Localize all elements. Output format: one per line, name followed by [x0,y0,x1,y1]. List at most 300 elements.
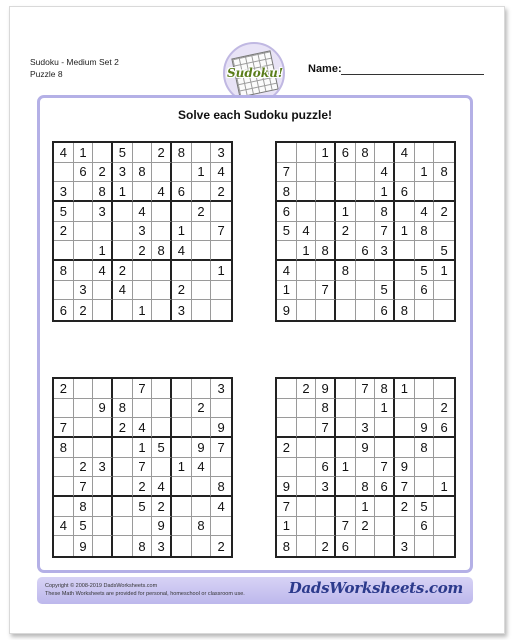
sudoku-cell[interactable]: 1 [395,222,415,242]
sudoku-cell[interactable]: 1 [172,458,192,478]
sudoku-cell[interactable] [113,477,133,497]
sudoku-cell[interactable] [336,438,356,458]
sudoku-cell[interactable] [356,163,376,183]
sudoku-cell[interactable]: 7 [133,458,153,478]
sudoku-cell[interactable]: 8 [336,261,356,281]
sudoku-cell[interactable] [336,477,356,497]
sudoku-cell[interactable]: 3 [211,379,231,399]
sudoku-cell[interactable]: 9 [356,438,376,458]
sudoku-cell[interactable] [277,458,297,478]
sudoku-cell[interactable]: 1 [375,182,395,202]
sudoku-cell[interactable]: 6 [415,517,435,537]
sudoku-cell[interactable] [192,418,212,438]
sudoku-cell[interactable]: 2 [113,261,133,281]
sudoku-cell[interactable] [113,300,133,320]
sudoku-cell[interactable] [434,458,454,478]
sudoku-cell[interactable] [74,202,94,222]
sudoku-cell[interactable]: 7 [375,222,395,242]
sudoku-cell[interactable] [375,261,395,281]
sudoku-cell[interactable] [192,261,212,281]
sudoku-cell[interactable] [375,497,395,517]
sudoku-cell[interactable]: 8 [356,477,376,497]
sudoku-cell[interactable] [316,438,336,458]
sudoku-cell[interactable] [54,241,74,261]
sudoku-cell[interactable]: 3 [375,241,395,261]
sudoku-cell[interactable]: 4 [152,182,172,202]
sudoku-cell[interactable] [93,517,113,537]
sudoku-cell[interactable] [336,241,356,261]
sudoku-cell[interactable] [54,477,74,497]
sudoku-cell[interactable]: 8 [113,399,133,419]
sudoku-cell[interactable] [434,222,454,242]
sudoku-cell[interactable]: 9 [277,300,297,320]
sudoku-cell[interactable]: 1 [74,143,94,163]
sudoku-cell[interactable]: 2 [297,379,317,399]
sudoku-cell[interactable] [415,477,435,497]
sudoku-cell[interactable] [113,536,133,556]
sudoku-cell[interactable] [54,399,74,419]
sudoku-cell[interactable]: 8 [93,182,113,202]
sudoku-cell[interactable]: 1 [133,300,153,320]
sudoku-cell[interactable]: 3 [133,222,153,242]
sudoku-cell[interactable]: 3 [113,163,133,183]
sudoku-cell[interactable]: 2 [434,202,454,222]
sudoku-cell[interactable] [336,379,356,399]
sudoku-cell[interactable]: 2 [395,497,415,517]
sudoku-cell[interactable]: 2 [113,418,133,438]
sudoku-cell[interactable] [172,379,192,399]
sudoku-cell[interactable] [54,281,74,301]
sudoku-cell[interactable] [192,536,212,556]
sudoku-cell[interactable] [192,497,212,517]
sudoku-cell[interactable] [93,418,113,438]
sudoku-cell[interactable]: 2 [172,281,192,301]
sudoku-cell[interactable] [415,143,435,163]
sudoku-cell[interactable] [172,536,192,556]
sudoku-cell[interactable]: 5 [113,143,133,163]
sudoku-cell[interactable]: 1 [336,202,356,222]
sudoku-cell[interactable]: 1 [211,261,231,281]
sudoku-cell[interactable] [133,182,153,202]
sudoku-cell[interactable] [93,438,113,458]
sudoku-cell[interactable] [152,281,172,301]
sudoku-cell[interactable]: 1 [113,182,133,202]
sudoku-cell[interactable]: 2 [277,438,297,458]
sudoku-cell[interactable]: 7 [211,222,231,242]
sudoku-cell[interactable]: 4 [211,163,231,183]
sudoku-cell[interactable] [152,458,172,478]
sudoku-cell[interactable]: 5 [54,202,74,222]
sudoku-cell[interactable]: 6 [316,458,336,478]
sudoku-cell[interactable] [113,517,133,537]
sudoku-cell[interactable] [192,143,212,163]
sudoku-cell[interactable] [192,379,212,399]
sudoku-cell[interactable] [152,418,172,438]
sudoku-cell[interactable] [336,182,356,202]
sudoku-cell[interactable] [316,261,336,281]
sudoku-cell[interactable] [113,202,133,222]
sudoku-cell[interactable]: 9 [152,517,172,537]
sudoku-cell[interactable]: 2 [133,477,153,497]
sudoku-cell[interactable] [336,163,356,183]
sudoku-cell[interactable] [113,497,133,517]
sudoku-cell[interactable]: 3 [211,143,231,163]
sudoku-cell[interactable] [297,497,317,517]
sudoku-cell[interactable] [74,399,94,419]
sudoku-cell[interactable]: 8 [133,163,153,183]
sudoku-cell[interactable] [395,241,415,261]
sudoku-cell[interactable] [356,300,376,320]
sudoku-cell[interactable] [297,163,317,183]
sudoku-cell[interactable] [434,517,454,537]
sudoku-cell[interactable]: 2 [356,517,376,537]
sudoku-cell[interactable] [356,458,376,478]
sudoku-cell[interactable]: 2 [192,399,212,419]
sudoku-cell[interactable] [152,202,172,222]
sudoku-cell[interactable]: 1 [316,143,336,163]
sudoku-cell[interactable] [152,379,172,399]
sudoku-cell[interactable] [434,300,454,320]
sudoku-cell[interactable] [133,517,153,537]
sudoku-cell[interactable]: 3 [74,281,94,301]
sudoku-cell[interactable]: 1 [434,477,454,497]
sudoku-cell[interactable]: 1 [395,379,415,399]
sudoku-cell[interactable] [192,300,212,320]
sudoku-cell[interactable] [192,182,212,202]
sudoku-cell[interactable] [297,438,317,458]
sudoku-cell[interactable]: 2 [152,497,172,517]
sudoku-cell[interactable] [395,438,415,458]
sudoku-cell[interactable]: 4 [192,458,212,478]
sudoku-cell[interactable] [356,261,376,281]
sudoku-cell[interactable]: 8 [54,438,74,458]
sudoku-cell[interactable]: 7 [316,281,336,301]
sudoku-cell[interactable]: 5 [74,517,94,537]
sudoku-cell[interactable] [54,163,74,183]
sudoku-cell[interactable] [277,241,297,261]
sudoku-cell[interactable]: 3 [395,536,415,556]
sudoku-cell[interactable] [415,399,435,419]
sudoku-cell[interactable]: 5 [152,438,172,458]
sudoku-cell[interactable]: 1 [172,222,192,242]
sudoku-cell[interactable] [415,458,435,478]
sudoku-cell[interactable] [434,143,454,163]
sudoku-cell[interactable]: 6 [356,241,376,261]
sudoku-cell[interactable]: 6 [74,163,94,183]
sudoku-cell[interactable] [192,477,212,497]
sudoku-cell[interactable] [133,143,153,163]
sudoku-cell[interactable]: 2 [133,241,153,261]
sudoku-cell[interactable] [395,399,415,419]
sudoku-cell[interactable] [172,163,192,183]
sudoku-cell[interactable]: 2 [74,458,94,478]
sudoku-cell[interactable]: 4 [113,281,133,301]
sudoku-cell[interactable]: 4 [297,222,317,242]
sudoku-cell[interactable]: 7 [74,477,94,497]
sudoku-cell[interactable] [375,418,395,438]
sudoku-cell[interactable] [395,281,415,301]
sudoku-cell[interactable] [93,477,113,497]
sudoku-cell[interactable] [211,241,231,261]
sudoku-cell[interactable]: 4 [133,418,153,438]
sudoku-cell[interactable]: 2 [152,143,172,163]
sudoku-cell[interactable]: 8 [415,222,435,242]
sudoku-cell[interactable] [336,497,356,517]
sudoku-cell[interactable]: 8 [192,517,212,537]
sudoku-cell[interactable]: 6 [395,182,415,202]
sudoku-cell[interactable]: 4 [152,477,172,497]
sudoku-cell[interactable] [74,261,94,281]
sudoku-cell[interactable] [93,222,113,242]
sudoku-cell[interactable] [297,182,317,202]
sudoku-cell[interactable] [152,163,172,183]
sudoku-cell[interactable]: 3 [316,477,336,497]
sudoku-cell[interactable]: 8 [152,241,172,261]
sudoku-cell[interactable] [395,163,415,183]
sudoku-cell[interactable] [133,281,153,301]
sudoku-cell[interactable] [356,202,376,222]
sudoku-cell[interactable]: 3 [356,418,376,438]
sudoku-cell[interactable]: 6 [336,536,356,556]
sudoku-cell[interactable]: 9 [415,418,435,438]
sudoku-cell[interactable]: 8 [74,497,94,517]
sudoku-cell[interactable]: 9 [277,477,297,497]
sudoku-cell[interactable] [277,379,297,399]
sudoku-cell[interactable]: 2 [211,182,231,202]
sudoku-cell[interactable]: 8 [316,241,336,261]
sudoku-cell[interactable] [434,438,454,458]
sudoku-cell[interactable] [172,202,192,222]
sudoku-cell[interactable]: 6 [375,300,395,320]
sudoku-cell[interactable]: 7 [336,517,356,537]
sudoku-cell[interactable] [297,418,317,438]
sudoku-cell[interactable]: 8 [316,399,336,419]
sudoku-cell[interactable] [297,477,317,497]
sudoku-cell[interactable]: 5 [434,241,454,261]
sudoku-cell[interactable]: 8 [434,163,454,183]
sudoku-cell[interactable]: 6 [434,418,454,438]
sudoku-cell[interactable]: 6 [172,182,192,202]
sudoku-cell[interactable] [336,300,356,320]
sudoku-cell[interactable] [316,497,336,517]
sudoku-cell[interactable] [93,536,113,556]
sudoku-cell[interactable] [395,418,415,438]
sudoku-cell[interactable] [74,241,94,261]
sudoku-cell[interactable]: 4 [211,497,231,517]
sudoku-cell[interactable] [297,300,317,320]
sudoku-cell[interactable]: 9 [211,418,231,438]
sudoku-cell[interactable]: 7 [316,418,336,438]
sudoku-cell[interactable]: 8 [133,536,153,556]
sudoku-cell[interactable]: 2 [54,379,74,399]
sudoku-cell[interactable] [211,202,231,222]
sudoku-cell[interactable]: 9 [93,399,113,419]
sudoku-cell[interactable] [415,379,435,399]
sudoku-cell[interactable] [316,202,336,222]
sudoku-cell[interactable]: 3 [152,536,172,556]
sudoku-cell[interactable] [297,143,317,163]
sudoku-cell[interactable]: 5 [133,497,153,517]
sudoku-cell[interactable] [113,458,133,478]
sudoku-cell[interactable]: 1 [133,438,153,458]
sudoku-cell[interactable] [297,281,317,301]
sudoku-cell[interactable]: 3 [172,300,192,320]
sudoku-cell[interactable]: 6 [415,281,435,301]
sudoku-cell[interactable] [375,143,395,163]
sudoku-cell[interactable] [172,477,192,497]
sudoku-cell[interactable] [152,399,172,419]
sudoku-cell[interactable] [93,379,113,399]
sudoku-cell[interactable]: 8 [277,536,297,556]
sudoku-cell[interactable] [172,517,192,537]
sudoku-cell[interactable]: 2 [217,538,225,554]
sudoku-cell[interactable]: 8 [54,261,74,281]
sudoku-cell[interactable]: 1 [277,281,297,301]
sudoku-cell[interactable]: 8 [172,143,192,163]
sudoku-cell[interactable] [356,222,376,242]
sudoku-cell[interactable]: 6 [54,300,74,320]
sudoku-cell[interactable] [434,281,454,301]
sudoku-cell[interactable]: 1 [297,241,317,261]
sudoku-cell[interactable]: 2 [336,222,356,242]
sudoku-cell[interactable]: 8 [375,202,395,222]
sudoku-cell[interactable] [93,143,113,163]
sudoku-cell[interactable]: 8 [277,182,297,202]
sudoku-cell[interactable] [277,418,297,438]
sudoku-cell[interactable] [316,163,336,183]
sudoku-cell[interactable]: 2 [434,399,454,419]
sudoku-cell[interactable] [133,261,153,281]
sudoku-cell[interactable]: 7 [375,458,395,478]
sudoku-cell[interactable]: 4 [54,143,74,163]
sudoku-cell[interactable] [74,222,94,242]
sudoku-cell[interactable] [113,241,133,261]
sudoku-cell[interactable] [152,222,172,242]
sudoku-cell[interactable]: 7 [54,418,74,438]
sudoku-cell[interactable] [152,261,172,281]
sudoku-cell[interactable]: 2 [192,202,212,222]
sudoku-cell[interactable] [211,517,231,537]
sudoku-cell[interactable] [316,517,336,537]
sudoku-cell[interactable]: 9 [316,379,336,399]
sudoku-cell[interactable]: 1 [356,497,376,517]
sudoku-cell[interactable] [74,438,94,458]
sudoku-cell[interactable] [211,399,231,419]
sudoku-cell[interactable]: 8 [211,477,231,497]
sudoku-cell[interactable] [316,182,336,202]
sudoku-cell[interactable] [316,222,336,242]
sudoku-cell[interactable]: 1 [415,163,435,183]
sudoku-cell[interactable] [356,536,376,556]
sudoku-cell[interactable] [375,536,395,556]
sudoku-cell[interactable]: 9 [74,536,94,556]
sudoku-cell[interactable] [54,497,74,517]
sudoku-cell[interactable] [434,379,454,399]
sudoku-cell[interactable] [356,182,376,202]
sudoku-cell[interactable]: 4 [54,517,74,537]
sudoku-cell[interactable] [152,300,172,320]
sudoku-cell[interactable] [172,261,192,281]
sudoku-cell[interactable] [395,517,415,537]
sudoku-cell[interactable]: 2 [54,222,74,242]
sudoku-cell[interactable] [395,202,415,222]
sudoku-cell[interactable]: 6 [336,143,356,163]
sudoku-cell[interactable] [434,536,454,556]
sudoku-cell[interactable]: 3 [93,458,113,478]
sudoku-cell[interactable] [172,497,192,517]
sudoku-cell[interactable] [277,399,297,419]
sudoku-cell[interactable] [297,261,317,281]
sudoku-cell[interactable] [336,399,356,419]
sudoku-cell[interactable]: 7 [277,497,297,517]
sudoku-cell[interactable]: 4 [277,261,297,281]
sudoku-cell[interactable]: 7 [356,379,376,399]
sudoku-cell[interactable] [74,182,94,202]
sudoku-cell[interactable]: 6 [277,202,297,222]
sudoku-cell[interactable]: 2 [74,300,94,320]
sudoku-cell[interactable] [211,300,231,320]
sudoku-cell[interactable]: 4 [93,261,113,281]
sudoku-cell[interactable] [316,300,336,320]
sudoku-cell[interactable] [297,517,317,537]
sudoku-cell[interactable] [415,536,435,556]
sudoku-cell[interactable] [211,281,231,301]
sudoku-cell[interactable]: 4 [375,163,395,183]
sudoku-cell[interactable]: 1 [375,399,395,419]
sudoku-cell[interactable] [415,241,435,261]
sudoku-cell[interactable]: 5 [277,222,297,242]
sudoku-cell[interactable]: 8 [356,143,376,163]
sudoku-cell[interactable] [297,536,317,556]
sudoku-cell[interactable] [54,536,74,556]
sudoku-cell[interactable]: 1 [434,261,454,281]
sudoku-cell[interactable] [113,379,133,399]
sudoku-cell[interactable] [133,399,153,419]
sudoku-cell[interactable]: 2 [93,163,113,183]
sudoku-cell[interactable] [93,281,113,301]
sudoku-cell[interactable] [93,497,113,517]
sudoku-cell[interactable] [54,458,74,478]
sudoku-cell[interactable] [375,438,395,458]
sudoku-cell[interactable] [415,300,435,320]
sudoku-cell[interactable] [113,222,133,242]
sudoku-cell[interactable] [375,517,395,537]
sudoku-cell[interactable]: 7 [133,379,153,399]
sudoku-cell[interactable]: 5 [415,497,435,517]
sudoku-cell[interactable]: 8 [415,438,435,458]
sudoku-cell[interactable] [356,281,376,301]
sudoku-cell[interactable] [74,418,94,438]
sudoku-cell[interactable] [336,281,356,301]
sudoku-cell[interactable]: 7 [395,477,415,497]
sudoku-cell[interactable]: 2 [316,536,336,556]
sudoku-cell[interactable]: 3 [54,182,74,202]
sudoku-cell[interactable]: 5 [415,261,435,281]
sudoku-cell[interactable]: 5 [375,281,395,301]
sudoku-cell[interactable] [434,182,454,202]
sudoku-cell[interactable] [356,399,376,419]
brand-logo[interactable]: DadsWorksheets.com [288,579,463,597]
sudoku-cell[interactable] [434,497,454,517]
sudoku-cell[interactable]: 8 [375,379,395,399]
sudoku-cell[interactable]: 7 [211,438,231,458]
sudoku-cell[interactable] [277,143,297,163]
sudoku-cell[interactable]: 4 [172,241,192,261]
sudoku-cell[interactable]: 4 [415,202,435,222]
sudoku-cell[interactable] [192,222,212,242]
sudoku-cell[interactable] [172,418,192,438]
sudoku-cell[interactable] [297,458,317,478]
